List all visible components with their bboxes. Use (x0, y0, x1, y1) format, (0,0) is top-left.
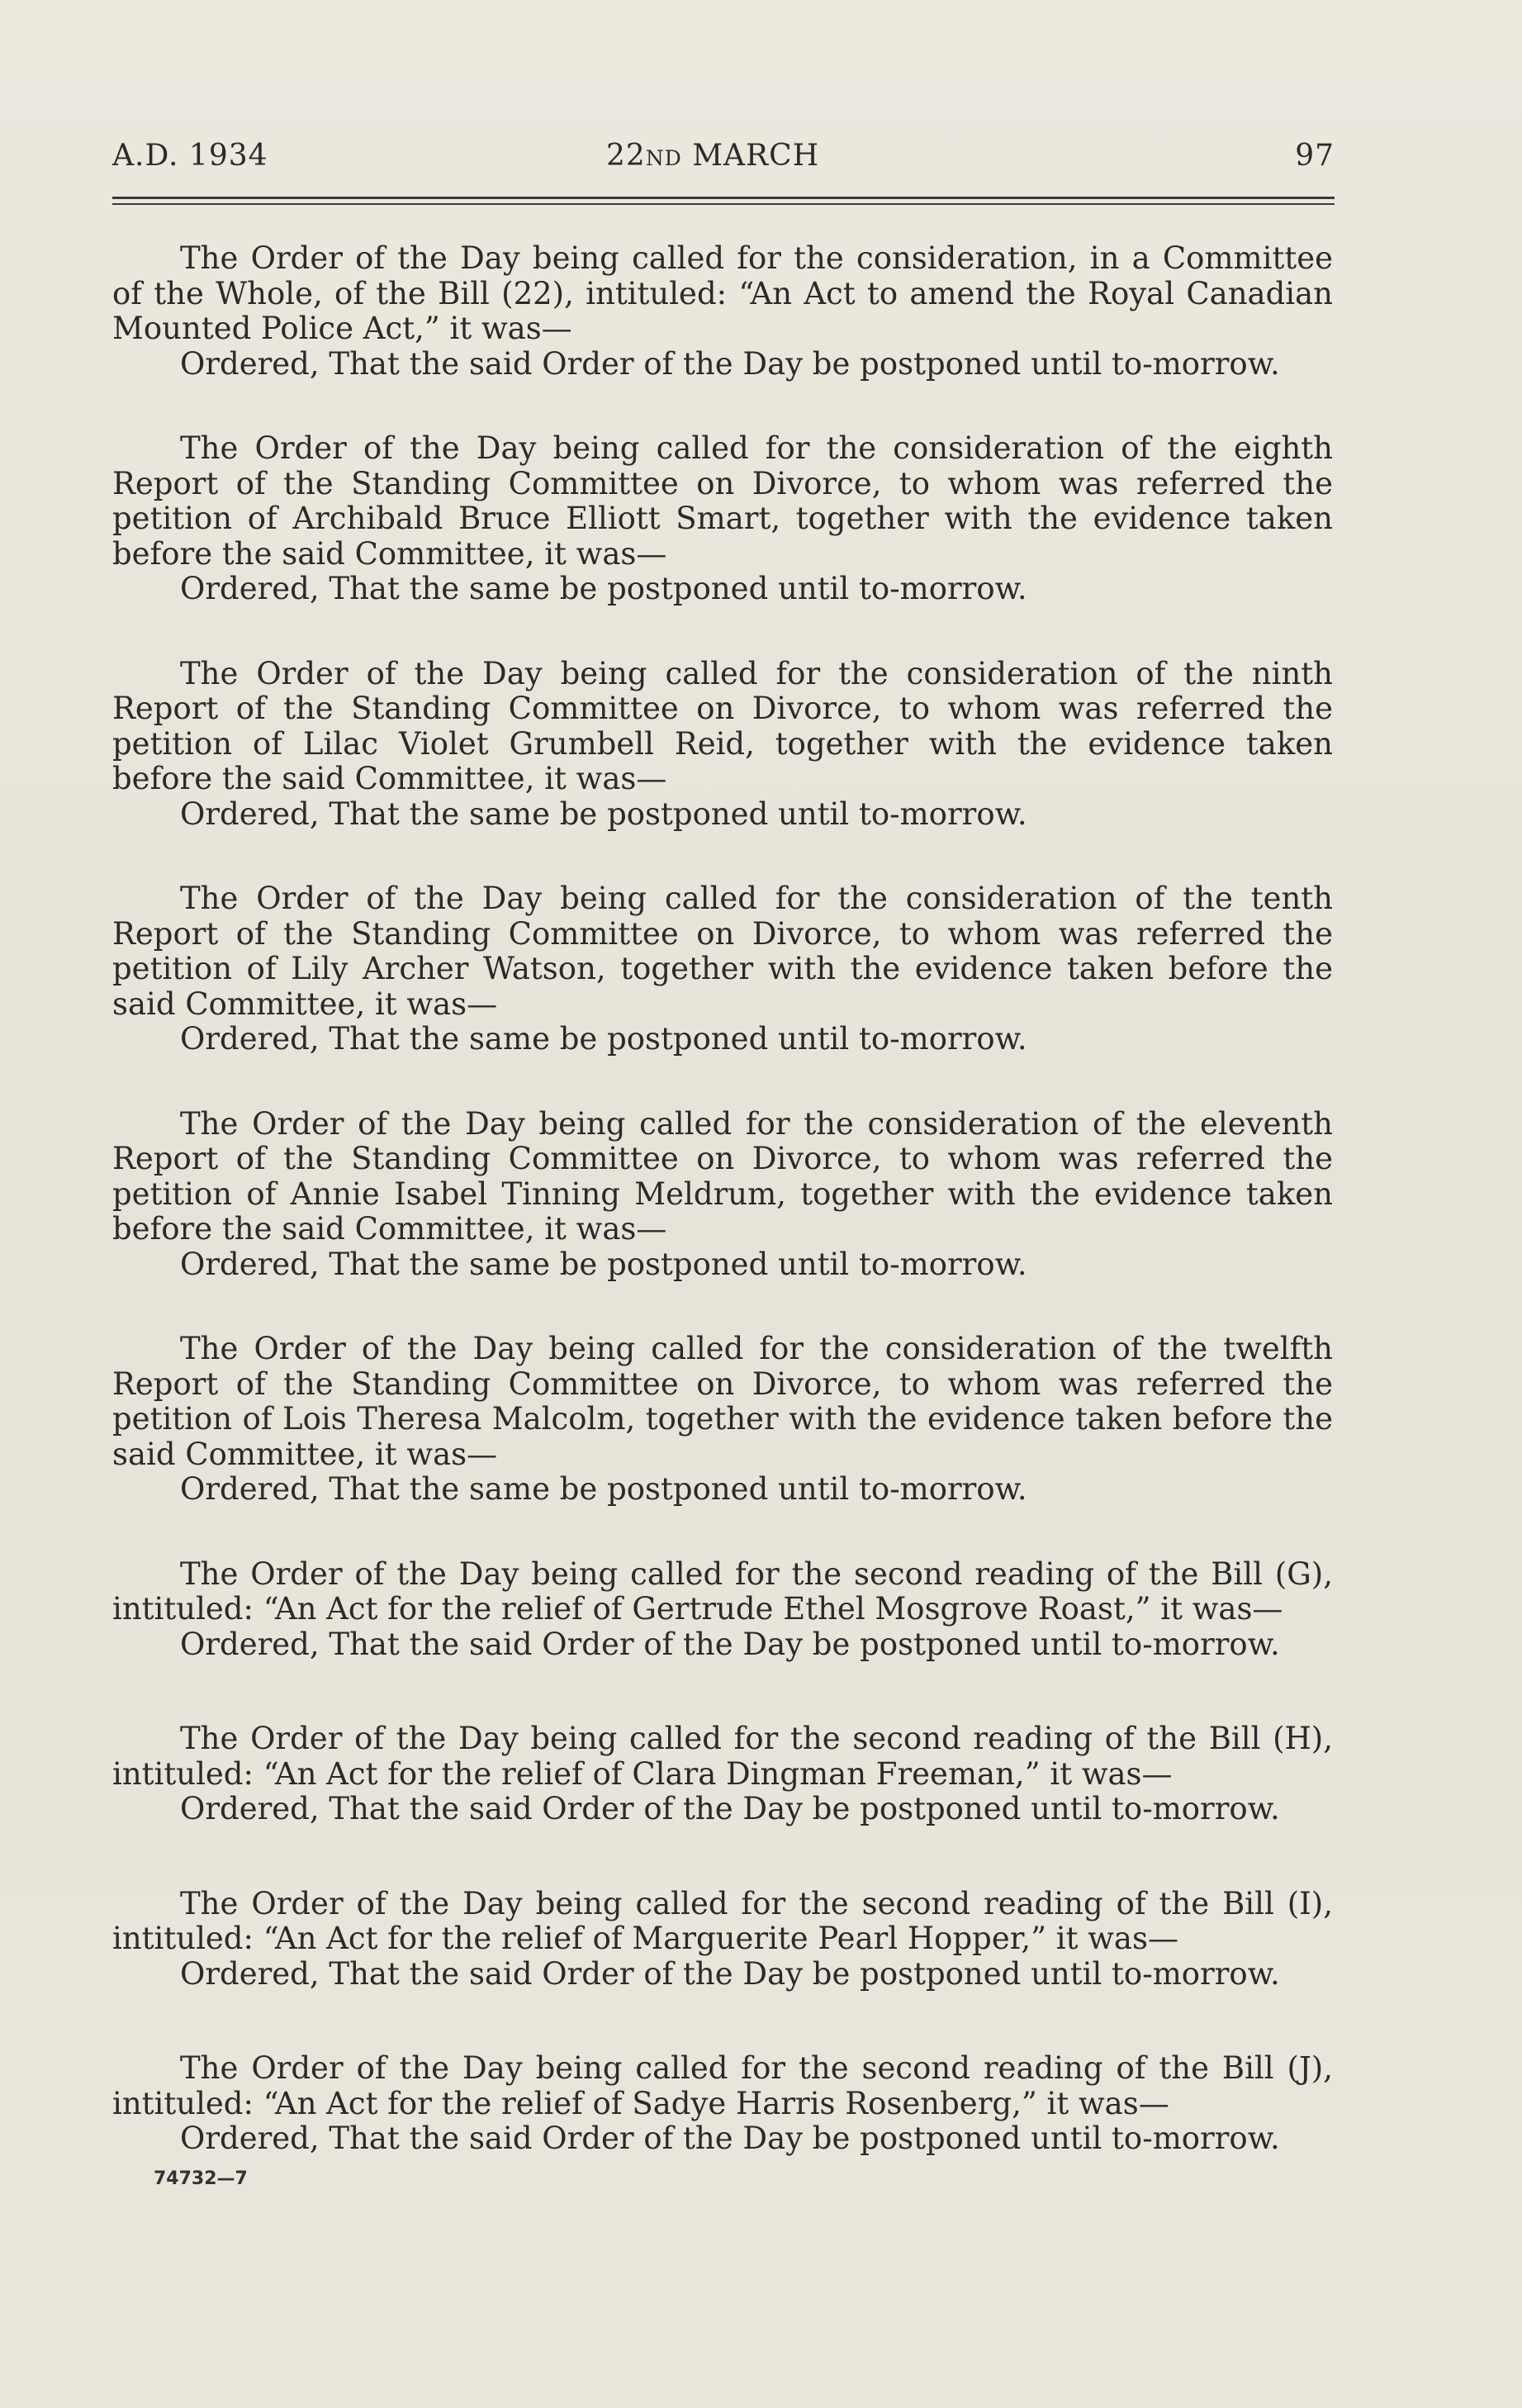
header-rule-bottom (112, 203, 1335, 205)
journal-entry (112, 657, 1333, 833)
header-rule-top (112, 197, 1335, 199)
entry-text: The Order of the Day being called for the second reading of the Bill (G), intituled: “An Act for the relief of Gertrude Ethel Mosgrove Roast,” it was— (112, 1555, 1333, 1627)
page-number: 97 (1295, 139, 1335, 173)
entry-text: The Order of the Day being called for the second reading of the Bill (J), intituled: “An Act for the relief of Sadye Harris Rosenberg,” it was— (112, 2050, 1333, 2121)
journal-entry (112, 1722, 1333, 1827)
entry-order: Ordered, That the same be postponed until to-morrow. (180, 1021, 1027, 1057)
entry-order: Ordered, That the said Order of the Day be postponed until to-morrow. (180, 1791, 1280, 1826)
entry-text: The Order of the Day being called for the consideration of the eighth Report of the Standing Committee on Divorce, to whom was referred the petition of Archibald Bruce Elliott Smart, together with the evidence taken before the said Committee, it was— (112, 430, 1333, 572)
header-year: A.D. 1934 (112, 139, 268, 173)
journal-entry (112, 1332, 1333, 1508)
journal-entry (112, 881, 1333, 1057)
entry-text: The Order of the Day being called for the consideration of the tenth Report of the Standing Committee on Divorce, to whom was referred the petition of Lily Archer Watson, together with the evidence taken before the said Committee, it was— (112, 881, 1333, 1022)
journal-entry (112, 1887, 1333, 1992)
entry-text: The Order of the Day being called for the consideration, in a Committee of the Whole, of the Bill (22), intituled: “An Act to amend the Royal Canadian Mounted Police Act,” it was— (112, 240, 1333, 346)
entry-order: Ordered, That the said Order of the Day be postponed until to-morrow. (180, 1955, 1280, 1992)
header-month: MARCH (692, 139, 820, 173)
entry-order: Ordered, That the said Order of the Day be postponed until to-morrow. (180, 345, 1280, 382)
journal-entry (112, 431, 1333, 607)
entry-text: The Order of the Day being called for the consideration of the eleventh Report of the Standing Committee on Divorce, to whom was referred the petition of Annie Isabel Tinning Meldrum, together with the evidence taken before the said Committee, it was— (112, 1105, 1333, 1247)
header-day: 22 (606, 139, 646, 173)
journal-entry (112, 241, 1333, 382)
entry-text: The Order of the Day being called for the consideration of the ninth Report of the Standing Committee on Divorce, to whom was referred the petition of Lilac Violet Grumbell Reid, together with the evidence taken before the said Committee, it was— (112, 655, 1333, 796)
journal-entry (112, 2051, 1333, 2157)
entry-order: Ordered, That the same be postponed until to-morrow. (180, 796, 1027, 832)
entry-order: Ordered, That the same be postponed until to-morrow. (180, 571, 1027, 606)
entry-text: The Order of the Day being called for the second reading of the Bill (H), intituled: “An Act for the relief of Clara Dingman Freeman,” it was— (112, 1721, 1333, 1792)
header-date (606, 139, 819, 173)
entry-order: Ordered, That the said Order of the Day be postponed until to-morrow. (180, 2121, 1280, 2156)
printer-signature: 74732—7 (154, 2168, 248, 2189)
journal-body (112, 241, 1333, 2206)
entry-order: Ordered, That the same be postponed until to-morrow. (180, 1246, 1027, 1282)
entry-text: The Order of the Day being called for the consideration of the twelfth Report of the Standing Committee on Divorce, to whom was referred the petition of Lois Theresa Malcolm, together with the evidence taken before the said Committee, it was— (112, 1331, 1333, 1472)
entry-text: The Order of the Day being called for the second reading of the Bill (I), intituled: “An Act for the relief of Marguerite Pearl Hopper,” it was— (112, 1885, 1333, 1956)
running-header (112, 132, 1335, 182)
entry-order: Ordered, That the said Order of the Day be postponed until to-morrow. (180, 1626, 1280, 1662)
entry-order: Ordered, That the same be postponed until to-morrow. (180, 1471, 1027, 1507)
journal-entry (112, 1107, 1333, 1283)
journal-entry (112, 1557, 1333, 1663)
header-day-suffix: ND (645, 146, 682, 170)
